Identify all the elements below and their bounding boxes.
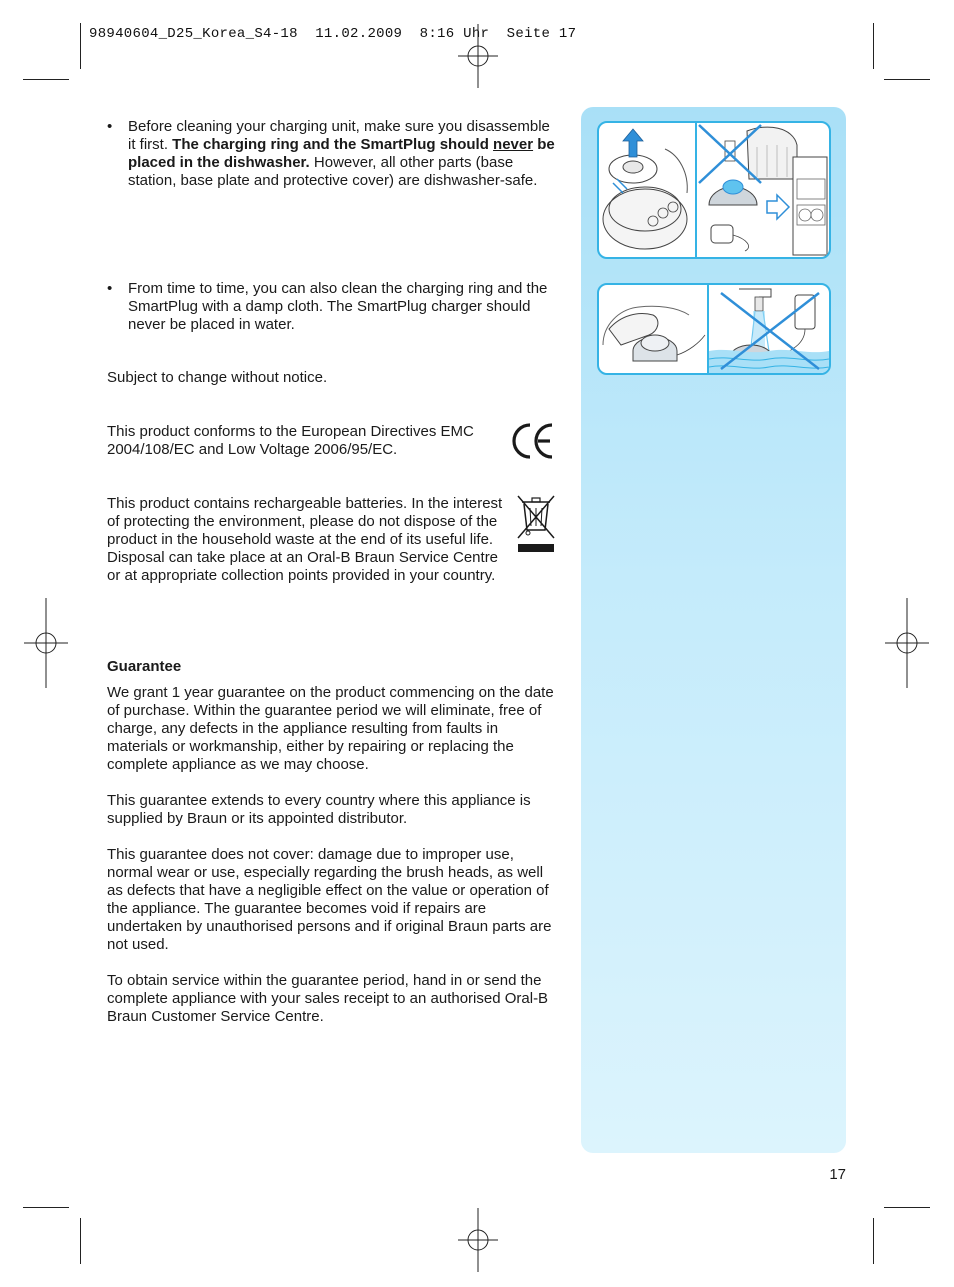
bullet: • (107, 118, 113, 135)
page-number: 17 (829, 1166, 846, 1183)
damp-cloth-illustration (599, 285, 707, 373)
warning-text: be placed in the dishwasher. (128, 136, 555, 171)
cleaning-instruction-1 (107, 118, 557, 190)
instruction-text: Before cleaning your charging unit, make sure you disassemble it first. (128, 118, 550, 153)
warning-emphasis: never (493, 136, 534, 153)
crop-mark (884, 1207, 930, 1208)
illustration-disassemble-dishwasher (597, 121, 831, 259)
crop-mark (23, 79, 69, 80)
no-water-illustration (709, 285, 829, 373)
change-notice: Subject to change without notice. (107, 369, 328, 386)
guarantee-section (107, 658, 557, 1026)
guarantee-paragraph: This guarantee does not cover: damage due to improper use, normal wear or use, especially regarding the brush heads, as well as defects that have a negligible effect on the value or operation of the appliance. The guarantee becomes void if repairs are undertaken by unauthorised persons and if original Braun parts are not used. (107, 846, 552, 953)
registration-mark-icon (885, 598, 929, 688)
crop-mark (873, 23, 874, 69)
cleaning-instruction-2 (107, 280, 557, 334)
battery-disposal-notice: This product contains rechargeable batteries. In the interest of protecting the environment, please do not dispose of the product in the household waste at the end of its useful life. Disposal can take place at an Oral-B Braun Service Centre or at appropriate collection points provided in your country. (107, 495, 503, 584)
conformity-statement: This product conforms to the European Directives EMC 2004/108/EC and Low Voltage 2006/95/EC. (107, 423, 474, 458)
crossed-bin-icon (516, 494, 556, 554)
guarantee-paragraph: We grant 1 year guarantee on the product commencing on the date of purchase. Within the guarantee period we will eliminate, free of charge, any defects in the appliance resulting from faults in materials or workmanship, either by repairing or replacing the complete appliance as we may choose. (107, 684, 554, 773)
warning-text: The charging ring and the SmartPlug should (172, 136, 494, 153)
registration-mark-icon (24, 598, 68, 688)
crop-mark (23, 1207, 69, 1208)
charging-ring-removal-illustration (599, 123, 695, 257)
registration-mark-icon (458, 24, 498, 88)
instruction-text: From time to time, you can also clean the charging ring and the SmartPlug with a damp cloth. The SmartPlug charger should never be placed in water. (128, 280, 548, 333)
guarantee-paragraph: This guarantee extends to every country where this appliance is supplied by Braun or its appointed distributor. (107, 792, 531, 827)
crop-mark (884, 79, 930, 80)
crop-mark (80, 23, 81, 69)
registration-mark-icon (458, 1208, 498, 1272)
bullet: • (107, 280, 113, 297)
dishwasher-illustration (697, 123, 829, 257)
guarantee-paragraph: To obtain service within the guarantee period, hand in or send the complete appliance with your sales receipt to an authorised Oral-B Braun Customer Service Centre. (107, 972, 549, 1025)
print-slug: 98940604_D25_Korea_S4-18 11.02.2009 8:16 Uhr Seite 17 (89, 26, 577, 42)
instruction-text: However, all other parts (base station, base plate and protective cover) are dishwasher-safe. (128, 154, 538, 189)
illustration-panel (581, 107, 846, 1153)
ce-mark-icon (512, 421, 554, 461)
crop-mark (873, 1218, 874, 1264)
illustration-damp-cloth-no-water (597, 283, 831, 375)
crop-mark (80, 1218, 81, 1264)
guarantee-heading: Guarantee (107, 658, 182, 675)
